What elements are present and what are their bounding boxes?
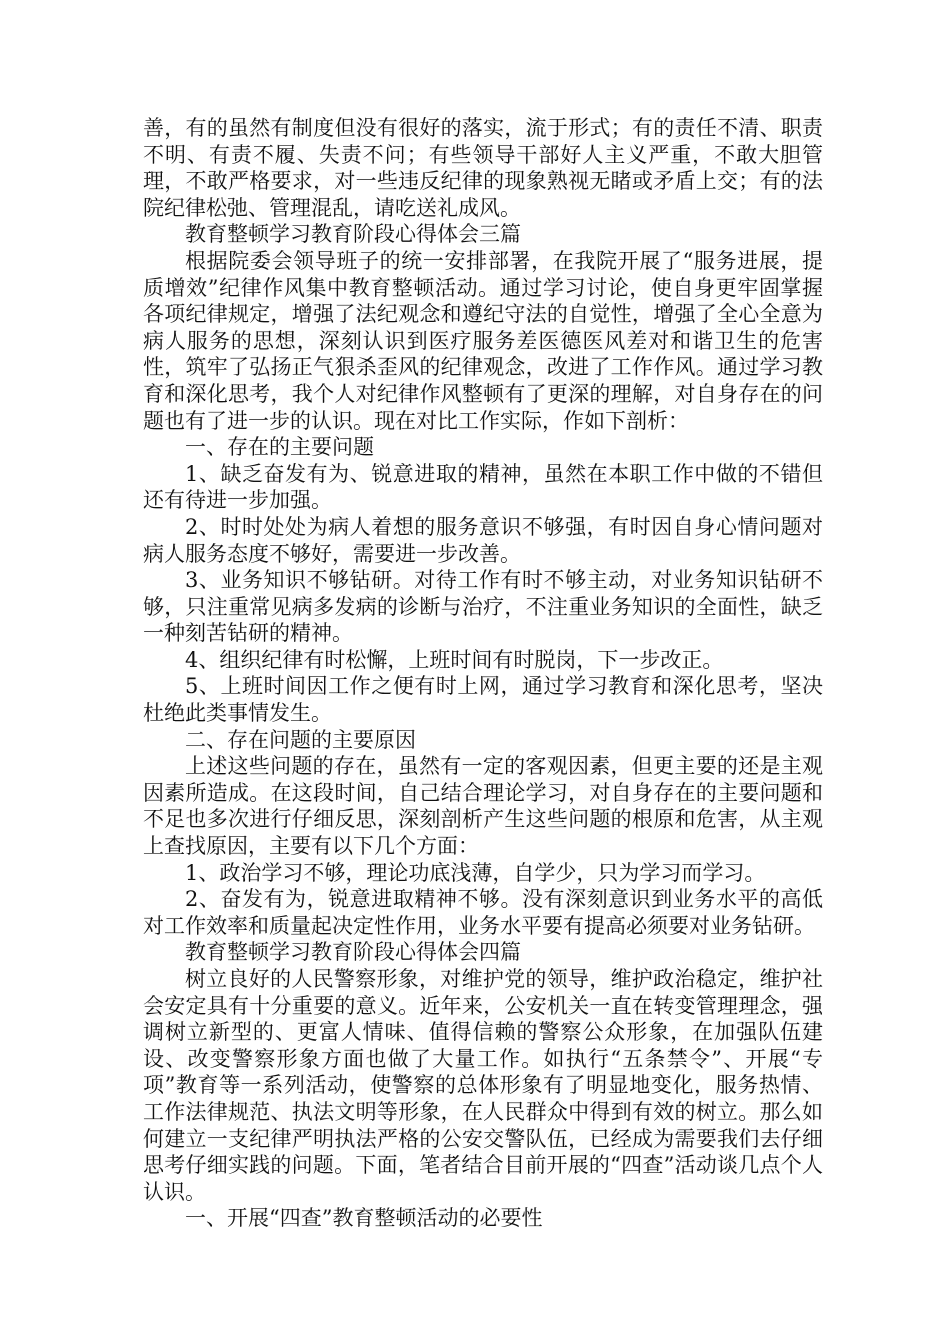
paragraph: 善，有的虽然有制度但没有很好的落实，流于形式；有的责任不清、职责不明、有责不履、失责不问；有些领导干部好人主义严重，不敢大胆管理，不敢严格要求，对一些违反纪律的现象熟视无睹或矛盾上交；有的法院纪律松弛、管理混乱，请吃送礼成风。 xyxy=(143,116,823,220)
subsection-heading: 一、存在的主要问题 xyxy=(185,435,374,460)
list-item: 3、业务知识不够钻研。对待工作有时不够主动，对业务知识钻研不够，只注重常见病多发病的诊断与治疗，不注重业务知识的全面性，缺乏一种刻苦钻研的精神。 xyxy=(143,568,823,646)
list-item: 1、缺乏奋发有为、锐意进取的精神，虽然在本职工作中做的不错但还有待进一步加强。 xyxy=(143,461,823,513)
list-item: 4、组织纪律有时松懈，上班时间有时脱岗，下一步改正。 xyxy=(185,647,724,672)
section-title: 教育整顿学习教育阶段心得体会三篇 xyxy=(185,222,521,247)
section-title: 教育整顿学习教育阶段心得体会四篇 xyxy=(185,940,521,965)
list-item: 5、上班时间因工作之便有时上网，通过学习教育和深化思考，坚决杜绝此类事情发生。 xyxy=(143,674,823,726)
list-item: 2、奋发有为，锐意进取精神不够。没有深刻意识到业务水平的高低对工作效率和质量起决定性作用，业务水平要有提高必须要对业务钻研。 xyxy=(143,887,823,938)
subsection-heading: 二、存在问题的主要原因 xyxy=(185,727,416,752)
paragraph: 根据院委会领导班子的统一安排部署，在我院开展了“服务进展，提质增效”纪律作风集中教育整顿活动。通过学习讨论，使自身更牢固掌握各项纪律规定，增强了法纪观念和遵纪守法的自觉性，增强了全心全意为病人服务的思想，深刻认识到医疗服务差医德医风差对和谐卫生的危害性，筑牢了弘扬正气狠杀歪风的纪律观念，改进了工作作风。通过学习教育和深化思考，我个人对纪律作风整顿有了更深的理解，对自身存在的问题也有了进一步的认识。现在对比工作实际，作如下剖析： xyxy=(143,248,823,433)
list-item: 2、时时处处为病人着想的服务意识不够强，有时因自身心情问题对病人服务态度不够好，需要进一步改善。 xyxy=(143,514,823,566)
paragraph: 上述这些问题的存在，虽然有一定的客观因素，但更主要的还是主观因素所造成。在这段时间，自己结合理论学习，对自身存在的主要问题和不足也多次进行仔细反思，深刻剖析产生这些问题的根原和危害，从主观上查找原因，主要有以下几个方面： xyxy=(143,754,823,859)
paragraph: 树立良好的人民警察形象，对维护党的领导，维护政治稳定，维护社会安定具有十分重要的意义。近年来，公安机关一直在转变管理理念，强调树立新型的、更富人情味、值得信赖的警察公众形象，在加强队伍建设、改变警察形象方面也做了大量工作。如执行“五条禁令”、开展“专项”教育等一系列活动，使警察的总体形象有了明显地变化，服务热情、工作法律规范、执法文明等形象，在人民群众中得到有效的树立。那么如何建立一支纪律严明执法严格的公安交警队伍，已经成为需要我们去仔细思考仔细实践的问题。下面，笔者结合目前开展的“四查”活动谈几点个人认识。 xyxy=(143,967,823,1204)
subsection-heading: 一、开展“四查”教育整顿活动的必要性 xyxy=(185,1206,543,1231)
list-item: 1、政治学习不够，理论功底浅薄，自学少，只为学习而学习。 xyxy=(185,860,766,885)
document-body xyxy=(143,115,823,1232)
